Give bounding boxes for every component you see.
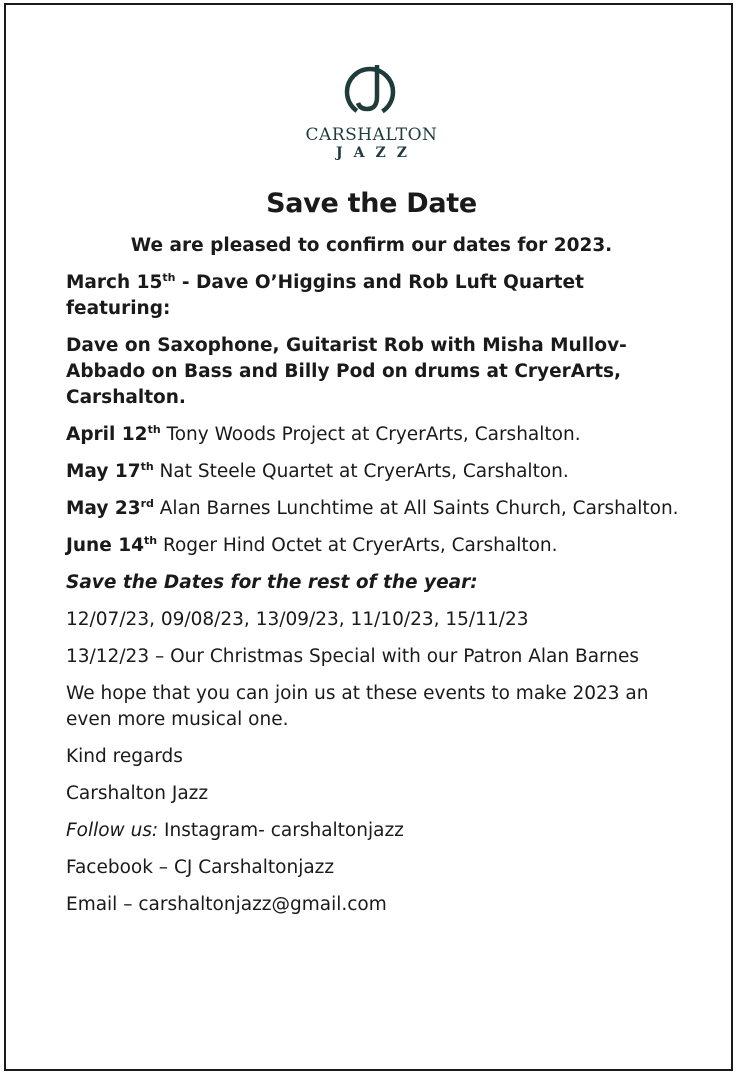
page-subtitle: We are pleased to confirm our dates for 2023. bbox=[130, 235, 613, 256]
event-date: April 12 bbox=[66, 424, 148, 445]
kind-regards: Kind regards bbox=[66, 746, 183, 767]
logo-text-carshalton: CARSHALTON bbox=[305, 125, 438, 145]
event-date: May 23 bbox=[66, 498, 141, 519]
event-text: Nat Steele Quartet at CryerArts, Carshalton. bbox=[153, 461, 569, 482]
event-text: Roger Hind Octet at CryerArts, Carshalton. bbox=[157, 535, 558, 556]
christmas-special: 13/12/23 – Our Christmas Special with our Patron Alan Barnes bbox=[66, 646, 640, 667]
date-suffix: th bbox=[147, 423, 161, 436]
follow-label: Follow us: bbox=[66, 820, 159, 841]
event-date: March 15 bbox=[66, 272, 163, 293]
logo-text-jazz: JAZZ bbox=[336, 145, 418, 161]
date-suffix: th bbox=[140, 460, 154, 473]
rest-of-year-dates: 12/07/23, 09/08/23, 13/09/23, 11/10/23, 15/11/23 bbox=[66, 609, 529, 630]
signature: Carshalton Jazz bbox=[66, 783, 209, 804]
date-suffix: rd bbox=[140, 497, 154, 510]
event-text: Alan Barnes Lunchtime at All Saints Church, Carshalton. bbox=[153, 498, 679, 519]
carshalton-jazz-logo bbox=[0, 62, 743, 162]
event-date: May 17 bbox=[66, 461, 141, 482]
date-suffix: th bbox=[143, 534, 158, 547]
letter-body bbox=[66, 270, 686, 929]
email-contact: Email – carshaltonjazz@gmail.com bbox=[66, 894, 387, 915]
event-march-detail: Dave on Saxophone, Guitarist Rob with Misha Mullov-Abbado on Bass and Billy Pod on drums at CryerArts, Carshalton. bbox=[66, 335, 627, 408]
event-text: Tony Woods Project at CryerArts, Carshalton. bbox=[160, 424, 581, 445]
follow-us bbox=[66, 818, 686, 844]
closing-message: We hope that you can join us at these events to make 2023 an even more musical one. bbox=[66, 683, 649, 730]
instagram-handle: Instagram- carshaltonjazz bbox=[158, 820, 404, 841]
rest-of-year-heading: Save the Dates for the rest of the year: bbox=[66, 572, 478, 593]
event-march bbox=[66, 270, 686, 322]
facebook-contact: Facebook – CJ Carshaltonjazz bbox=[66, 857, 335, 878]
event-date: June 14 bbox=[66, 535, 144, 556]
event-june bbox=[66, 533, 686, 559]
cj-monogram-icon bbox=[340, 62, 404, 122]
event-may-23 bbox=[66, 496, 686, 522]
date-suffix: th bbox=[162, 271, 176, 284]
page-title: Save the Date bbox=[266, 188, 477, 219]
event-text: - Dave O’Higgins and Rob Luft Quartet featuring: bbox=[66, 272, 584, 319]
event-april bbox=[66, 422, 686, 448]
event-may-17 bbox=[66, 459, 686, 485]
